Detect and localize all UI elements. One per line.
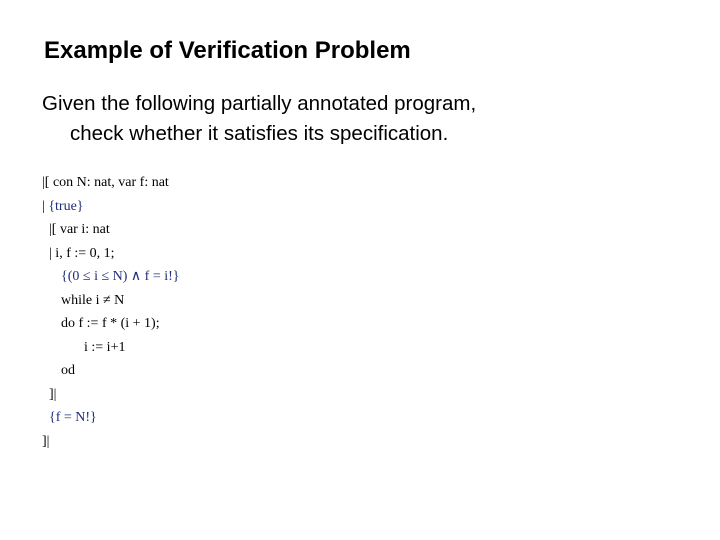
code-line [42,218,180,242]
code-line [42,242,180,266]
code-line-text: {f = N!} [49,410,97,425]
code-line [42,359,180,383]
code-line [42,289,180,313]
code-line [42,312,180,336]
intro-line-1: Given the following partially annotated program, [42,92,477,115]
code-line-text: |[ var i: nat [49,222,110,237]
code-line-text: | [42,198,49,214]
code-line-text: | i, f := 0, 1; [49,245,115,261]
slide-title: Example of Verification Problem [44,37,411,64]
code-line-text: ]| [49,386,57,402]
program-code-block [42,171,180,453]
code-line-assertion [42,265,180,289]
code-line-assertion [42,406,180,430]
code-line-text: {(0 ≤ i ≤ N) ∧ f = i!} [61,269,180,284]
code-line [42,430,180,454]
code-line-text: ]| [42,433,50,449]
code-line-text: do f := f * (i + 1); [61,316,160,331]
code-line [42,195,180,219]
intro-paragraph [42,89,682,149]
code-line-assertion-text: {true} [48,198,84,214]
code-line-text: |[ con N: nat, var f: nat [42,175,169,190]
code-line-text: i := i+1 [84,339,126,355]
code-line [42,336,180,360]
code-line-text: while i ≠ N [61,292,125,308]
code-line-text: od [61,363,75,378]
code-line [42,383,180,407]
intro-line-2: check whether it satisfies its specification. [70,122,449,145]
code-line [42,171,180,195]
